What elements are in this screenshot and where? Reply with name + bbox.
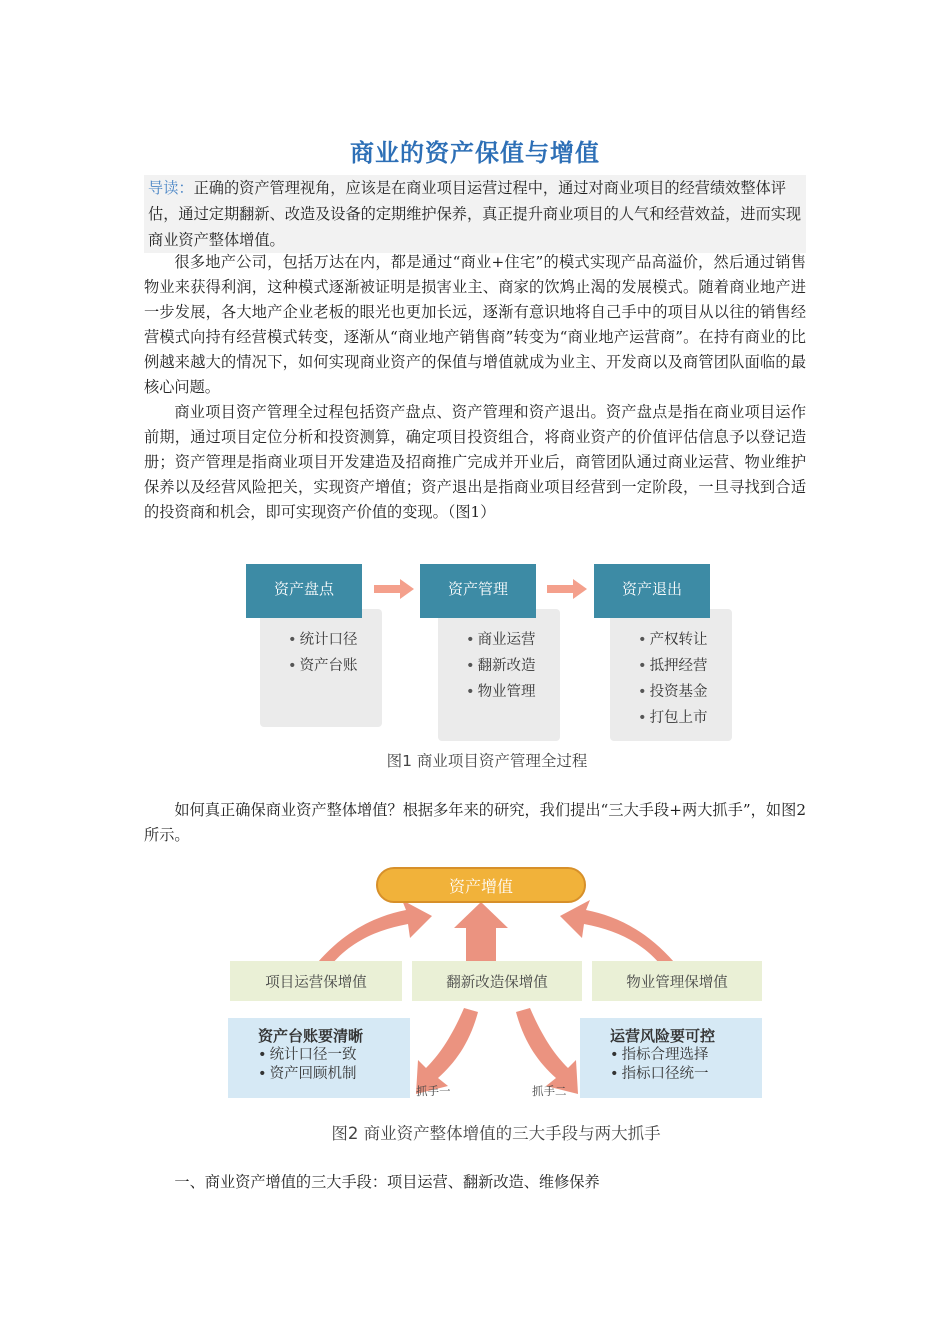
stage-2-list: [438, 627, 560, 705]
handle-box-left: [228, 1018, 410, 1098]
paragraph-3: 如何真正确保商业资产整体增值？根据多年来的研究，我们提出“三大手段+两大抓手”，如图2所示。: [144, 801, 806, 844]
means-box-1: 项目运营保增值: [230, 961, 402, 1001]
stage-3-list: [610, 627, 732, 731]
handle-label-2: 抓手二: [532, 1084, 567, 1098]
list-item: • 投资基金: [610, 679, 732, 705]
intro-text: 正确的资产管理视角，应该是在商业项目运营过程中，通过对商业项目的经营绩效整体评估，通过定期翻新、改造及设备的定期维护保养，真正提升商业项目的人气和经营效益，进而实现商业资产整体增值。: [148, 179, 802, 249]
stage-header-3: 资产退出: [594, 564, 710, 618]
page-title: 商业的资产保值与增值: [350, 139, 600, 167]
means-box-3: 物业管理保增值: [592, 961, 762, 1001]
list-item: • 打包上市: [610, 705, 732, 731]
stage-header-1: 资产盘点: [246, 564, 362, 618]
means-box-2: 翻新改造保增值: [412, 961, 582, 1001]
handle-label-1: 抓手一: [416, 1084, 451, 1098]
list-item: • 统计口径一致: [258, 1046, 410, 1065]
stage-1-list: [260, 627, 382, 679]
figure-2-caption: 图2 商业资产整体增值的三大手段与两大抓手: [331, 1124, 661, 1143]
stage-card-3: [610, 609, 732, 741]
section-heading: 一、商业资产增值的三大手段：项目运营、翻新改造、维修保养: [174, 1173, 600, 1191]
list-item: • 资产台账: [260, 653, 382, 679]
list-item: • 产权转让: [610, 627, 732, 653]
arrow-right-icon: [547, 579, 587, 599]
figure-1-caption: 图1 商业项目资产管理全过程: [386, 752, 588, 770]
stage-card-2: [438, 609, 560, 741]
handle-left-title: 资产台账要清晰: [258, 1027, 364, 1045]
asset-appreciation-pill: 资产增值: [376, 867, 586, 903]
list-item: • 统计口径: [260, 627, 382, 653]
list-item: • 商业运营: [438, 627, 560, 653]
stage-header-2: 资产管理: [420, 564, 536, 618]
intro-block: [144, 175, 806, 253]
stage-card-1: [260, 609, 382, 727]
handle-left-list: [258, 1046, 410, 1084]
figure-2: [226, 858, 766, 1148]
paragraph-1: 很多地产公司，包括万达在内，都是通过“商业+住宅”的模式实现产品高溢价，然后通过销售物业来获得利润，这种模式逐渐被证明是损害业主、商家的饮鸩止渴的发展模式。随着商业地产进一步发展，各大地产企业老板的眼光也更加长远，逐渐有意识地将自己手中的项目从以往的销售经营模式向持有经营模式转变，逐渐从“商业地产销售商”转变为“商业地产运营商”。在持有商业的比例越来越大的情况下，如何实现商业资产的保值与增值就成为业主、开发商以及商管团队面临的最核心问题。: [144, 253, 806, 396]
figure-1: [234, 561, 740, 770]
list-item: • 指标合理选择: [610, 1046, 762, 1065]
list-item: • 物业管理: [438, 679, 560, 705]
paragraph-2: 商业项目资产管理全过程包括资产盘点、资产管理和资产退出。资产盘点是指在商业项目运作前期，通过项目定位分析和投资测算，确定项目投资组合，将商业资产的价值评估信息予以登记造册；资产管理是指商业项目开发建造及招商推广完成并开业后，商管团队通过商业运营、物业维护保养以及经营风险把关，实现资产增值；资产退出是指商业项目经营到一定阶段，一旦寻找到合适的投资商和机会，即可实现资产价值的变现。（图1）: [144, 403, 806, 521]
handle-right-title: 运营风险要可控: [610, 1027, 716, 1045]
list-item: • 翻新改造: [438, 653, 560, 679]
intro-lead: 导读：: [148, 179, 194, 197]
list-item: • 资产回顾机制: [258, 1065, 410, 1084]
handle-right-list: [610, 1046, 762, 1084]
handle-box-right: [580, 1018, 762, 1098]
list-item: • 指标口径统一: [610, 1065, 762, 1084]
list-item: • 抵押经营: [610, 653, 732, 679]
arrow-right-icon: [374, 579, 414, 599]
